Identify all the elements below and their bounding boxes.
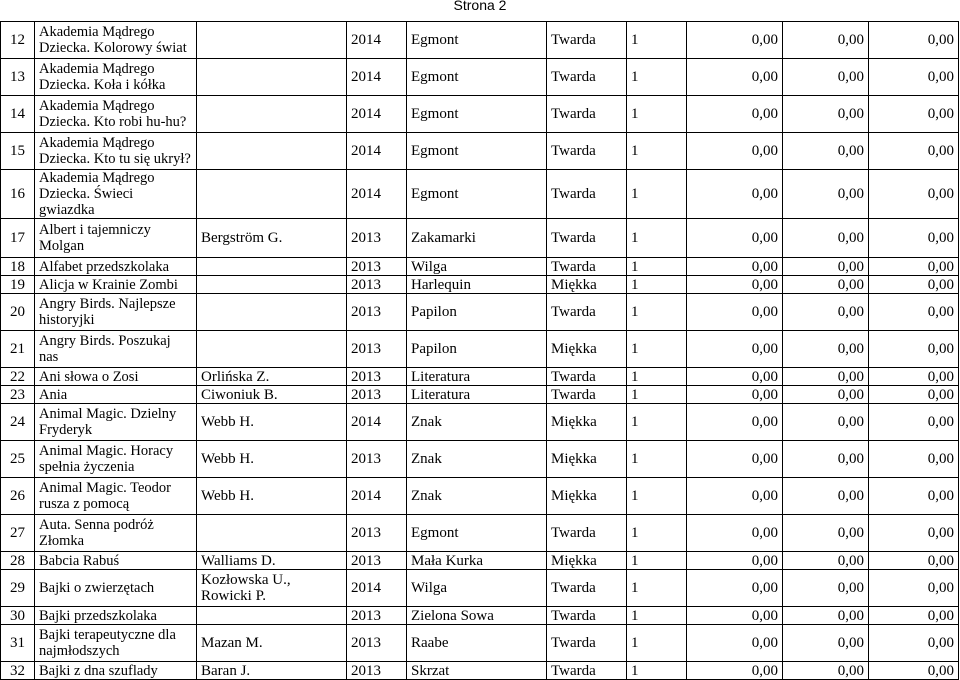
- value-2: 0,00: [783, 96, 869, 133]
- book-quantity: 1: [627, 276, 687, 294]
- book-binding: Twarda: [547, 258, 627, 276]
- book-publisher: Znak: [407, 478, 547, 515]
- book-year: 2013: [347, 368, 407, 386]
- value-2: 0,00: [783, 662, 869, 680]
- book-publisher: Egmont: [407, 59, 547, 96]
- value-2: 0,00: [783, 276, 869, 294]
- value-3: 0,00: [869, 22, 959, 59]
- book-publisher: Egmont: [407, 515, 547, 552]
- book-author: Webb H.: [197, 478, 347, 515]
- book-title: Angry Birds. Najlepsze historyjki: [35, 294, 197, 331]
- book-publisher: Harlequin: [407, 276, 547, 294]
- value-3: 0,00: [869, 219, 959, 258]
- row-number: 13: [1, 59, 35, 96]
- value-3: 0,00: [869, 607, 959, 625]
- value-1: 0,00: [687, 219, 783, 258]
- value-3: 0,00: [869, 368, 959, 386]
- table-row: [1, 570, 959, 607]
- row-number: 30: [1, 607, 35, 625]
- book-title: Albert i tajemniczy Molgan: [35, 219, 197, 258]
- value-1: 0,00: [687, 607, 783, 625]
- value-3: 0,00: [869, 170, 959, 219]
- row-number: 21: [1, 331, 35, 368]
- value-3: 0,00: [869, 96, 959, 133]
- book-title: Animal Magic. Teodor rusza z pomocą: [35, 478, 197, 515]
- row-number: 28: [1, 552, 35, 570]
- book-author: [197, 276, 347, 294]
- book-quantity: 1: [627, 478, 687, 515]
- table-row: [1, 331, 959, 368]
- book-year: 2013: [347, 552, 407, 570]
- book-binding: Twarda: [547, 368, 627, 386]
- book-publisher: Egmont: [407, 170, 547, 219]
- book-year: 2013: [347, 294, 407, 331]
- book-year: 2013: [347, 258, 407, 276]
- table-row: [1, 368, 959, 386]
- value-3: 0,00: [869, 294, 959, 331]
- value-1: 0,00: [687, 59, 783, 96]
- value-1: 0,00: [687, 294, 783, 331]
- value-3: 0,00: [869, 133, 959, 170]
- book-binding: Miękka: [547, 404, 627, 441]
- table-row: [1, 294, 959, 331]
- book-year: 2013: [347, 276, 407, 294]
- book-author: Mazan M.: [197, 625, 347, 662]
- value-2: 0,00: [783, 368, 869, 386]
- table-row: [1, 258, 959, 276]
- table-row: [1, 404, 959, 441]
- table-row: [1, 662, 959, 680]
- book-publisher: Literatura: [407, 386, 547, 404]
- value-2: 0,00: [783, 331, 869, 368]
- value-3: 0,00: [869, 570, 959, 607]
- value-3: 0,00: [869, 386, 959, 404]
- table-row: [1, 276, 959, 294]
- value-2: 0,00: [783, 404, 869, 441]
- book-author: Ciwoniuk B.: [197, 386, 347, 404]
- book-binding: Twarda: [547, 386, 627, 404]
- book-author: [197, 607, 347, 625]
- book-author: Baran J.: [197, 662, 347, 680]
- value-1: 0,00: [687, 170, 783, 219]
- book-year: 2014: [347, 170, 407, 219]
- row-number: 27: [1, 515, 35, 552]
- book-title: Akademia Mądrego Dziecka. Kto robi hu-hu?: [35, 96, 197, 133]
- row-number: 32: [1, 662, 35, 680]
- book-year: 2013: [347, 515, 407, 552]
- value-3: 0,00: [869, 662, 959, 680]
- book-quantity: 1: [627, 59, 687, 96]
- book-binding: Twarda: [547, 625, 627, 662]
- book-year: 2014: [347, 133, 407, 170]
- book-quantity: 1: [627, 386, 687, 404]
- book-title: Akademia Mądrego Dziecka. Koła i kółka: [35, 59, 197, 96]
- book-year: 2014: [347, 478, 407, 515]
- book-year: 2014: [347, 59, 407, 96]
- value-1: 0,00: [687, 404, 783, 441]
- value-2: 0,00: [783, 552, 869, 570]
- book-author: Walliams D.: [197, 552, 347, 570]
- book-binding: Twarda: [547, 607, 627, 625]
- book-author: [197, 170, 347, 219]
- book-author: Kozłowska U., Rowicki P.: [197, 570, 347, 607]
- book-binding: Twarda: [547, 22, 627, 59]
- book-title: Bajki terapeutyczne dla najmłodszych: [35, 625, 197, 662]
- book-year: 2013: [347, 386, 407, 404]
- value-3: 0,00: [869, 478, 959, 515]
- value-1: 0,00: [687, 368, 783, 386]
- book-publisher: Raabe: [407, 625, 547, 662]
- book-quantity: 1: [627, 404, 687, 441]
- book-year: 2013: [347, 662, 407, 680]
- book-title: Akademia Mądrego Dziecka. Kolorowy świat: [35, 22, 197, 59]
- books-table: [0, 21, 959, 680]
- value-1: 0,00: [687, 441, 783, 478]
- book-author: Orlińska Z.: [197, 368, 347, 386]
- value-2: 0,00: [783, 515, 869, 552]
- value-3: 0,00: [869, 441, 959, 478]
- table-row: [1, 96, 959, 133]
- value-2: 0,00: [783, 133, 869, 170]
- value-3: 0,00: [869, 258, 959, 276]
- value-1: 0,00: [687, 478, 783, 515]
- book-title: Animal Magic. Dzielny Fryderyk: [35, 404, 197, 441]
- book-title: Akademia Mądrego Dziecka. Kto tu się ukrył?: [35, 133, 197, 170]
- book-author: [197, 294, 347, 331]
- book-quantity: 1: [627, 441, 687, 478]
- value-3: 0,00: [869, 515, 959, 552]
- book-binding: Twarda: [547, 96, 627, 133]
- value-2: 0,00: [783, 22, 869, 59]
- row-number: 14: [1, 96, 35, 133]
- table-row: [1, 552, 959, 570]
- book-publisher: Wilga: [407, 570, 547, 607]
- book-publisher: Zielona Sowa: [407, 607, 547, 625]
- book-quantity: 1: [627, 552, 687, 570]
- book-title: Babcia Rabuś: [35, 552, 197, 570]
- book-binding: Twarda: [547, 219, 627, 258]
- book-binding: Miękka: [547, 552, 627, 570]
- book-quantity: 1: [627, 570, 687, 607]
- value-2: 0,00: [783, 170, 869, 219]
- table-row: [1, 22, 959, 59]
- table-row: [1, 386, 959, 404]
- value-2: 0,00: [783, 441, 869, 478]
- table-row: [1, 133, 959, 170]
- row-number: 18: [1, 258, 35, 276]
- book-title: Bajki z dna szuflady: [35, 662, 197, 680]
- book-publisher: Znak: [407, 404, 547, 441]
- book-author: Webb H.: [197, 404, 347, 441]
- book-quantity: 1: [627, 294, 687, 331]
- book-publisher: Skrzat: [407, 662, 547, 680]
- book-year: 2014: [347, 22, 407, 59]
- book-quantity: 1: [627, 662, 687, 680]
- book-title: Akademia Mądrego Dziecka. Świeci gwiazdka: [35, 170, 197, 219]
- book-title: Animal Magic. Horacy spełnia życzenia: [35, 441, 197, 478]
- book-quantity: 1: [627, 258, 687, 276]
- book-publisher: Wilga: [407, 258, 547, 276]
- book-publisher: Egmont: [407, 96, 547, 133]
- value-2: 0,00: [783, 59, 869, 96]
- book-publisher: Egmont: [407, 22, 547, 59]
- row-number: 24: [1, 404, 35, 441]
- value-1: 0,00: [687, 96, 783, 133]
- book-quantity: 1: [627, 515, 687, 552]
- book-binding: Miękka: [547, 478, 627, 515]
- book-binding: Twarda: [547, 515, 627, 552]
- table-row: [1, 59, 959, 96]
- table-row: [1, 625, 959, 662]
- book-author: [197, 515, 347, 552]
- table-row: [1, 515, 959, 552]
- book-title: Bajki przedszkolaka: [35, 607, 197, 625]
- value-2: 0,00: [783, 625, 869, 662]
- value-1: 0,00: [687, 515, 783, 552]
- book-author: Webb H.: [197, 441, 347, 478]
- book-year: 2013: [347, 625, 407, 662]
- book-quantity: 1: [627, 96, 687, 133]
- value-2: 0,00: [783, 258, 869, 276]
- book-title: Angry Birds. Poszukaj nas: [35, 331, 197, 368]
- book-quantity: 1: [627, 331, 687, 368]
- book-title: Alicja w Krainie Zombi: [35, 276, 197, 294]
- book-publisher: Papilon: [407, 331, 547, 368]
- table-row: [1, 441, 959, 478]
- value-3: 0,00: [869, 331, 959, 368]
- value-1: 0,00: [687, 331, 783, 368]
- value-1: 0,00: [687, 662, 783, 680]
- book-year: 2014: [347, 570, 407, 607]
- value-1: 0,00: [687, 133, 783, 170]
- book-binding: Miękka: [547, 276, 627, 294]
- book-author: Bergström G.: [197, 219, 347, 258]
- book-binding: Twarda: [547, 662, 627, 680]
- book-binding: Twarda: [547, 59, 627, 96]
- row-number: 29: [1, 570, 35, 607]
- book-year: 2013: [347, 219, 407, 258]
- book-quantity: 1: [627, 607, 687, 625]
- book-year: 2014: [347, 96, 407, 133]
- book-publisher: Zakamarki: [407, 219, 547, 258]
- book-title: Bajki o zwierzętach: [35, 570, 197, 607]
- value-2: 0,00: [783, 478, 869, 515]
- value-1: 0,00: [687, 22, 783, 59]
- book-binding: Twarda: [547, 133, 627, 170]
- row-number: 25: [1, 441, 35, 478]
- value-3: 0,00: [869, 276, 959, 294]
- row-number: 26: [1, 478, 35, 515]
- row-number: 12: [1, 22, 35, 59]
- book-year: 2013: [347, 441, 407, 478]
- row-number: 31: [1, 625, 35, 662]
- value-3: 0,00: [869, 625, 959, 662]
- book-binding: Twarda: [547, 170, 627, 219]
- book-author: [197, 59, 347, 96]
- value-1: 0,00: [687, 386, 783, 404]
- row-number: 23: [1, 386, 35, 404]
- book-year: 2014: [347, 404, 407, 441]
- book-title: Ani słowa o Zosi: [35, 368, 197, 386]
- book-quantity: 1: [627, 133, 687, 170]
- table-row: [1, 478, 959, 515]
- book-quantity: 1: [627, 22, 687, 59]
- table-row: [1, 219, 959, 258]
- row-number: 15: [1, 133, 35, 170]
- value-2: 0,00: [783, 386, 869, 404]
- book-year: 2013: [347, 607, 407, 625]
- row-number: 17: [1, 219, 35, 258]
- value-2: 0,00: [783, 219, 869, 258]
- book-binding: Miękka: [547, 441, 627, 478]
- book-year: 2013: [347, 331, 407, 368]
- book-author: [197, 96, 347, 133]
- book-publisher: Papilon: [407, 294, 547, 331]
- value-3: 0,00: [869, 552, 959, 570]
- book-quantity: 1: [627, 625, 687, 662]
- value-1: 0,00: [687, 258, 783, 276]
- value-1: 0,00: [687, 570, 783, 607]
- value-2: 0,00: [783, 607, 869, 625]
- book-title: Alfabet przedszkolaka: [35, 258, 197, 276]
- value-1: 0,00: [687, 625, 783, 662]
- book-quantity: 1: [627, 170, 687, 219]
- row-number: 19: [1, 276, 35, 294]
- book-author: [197, 331, 347, 368]
- book-publisher: Literatura: [407, 368, 547, 386]
- page-label: Strona 2: [453, 0, 507, 13]
- book-title: Ania: [35, 386, 197, 404]
- row-number: 20: [1, 294, 35, 331]
- book-title: Auta. Senna podróż Złomka: [35, 515, 197, 552]
- book-quantity: 1: [627, 219, 687, 258]
- book-author: [197, 258, 347, 276]
- value-1: 0,00: [687, 552, 783, 570]
- book-publisher: Znak: [407, 441, 547, 478]
- book-author: [197, 133, 347, 170]
- value-2: 0,00: [783, 570, 869, 607]
- book-publisher: Mała Kurka: [407, 552, 547, 570]
- value-3: 0,00: [869, 59, 959, 96]
- table-row: [1, 607, 959, 625]
- book-publisher: Egmont: [407, 133, 547, 170]
- book-binding: Miękka: [547, 331, 627, 368]
- value-1: 0,00: [687, 276, 783, 294]
- book-binding: Twarda: [547, 294, 627, 331]
- book-quantity: 1: [627, 368, 687, 386]
- row-number: 16: [1, 170, 35, 219]
- book-binding: Twarda: [547, 570, 627, 607]
- book-author: [197, 22, 347, 59]
- table-row: [1, 170, 959, 219]
- value-3: 0,00: [869, 404, 959, 441]
- value-2: 0,00: [783, 294, 869, 331]
- row-number: 22: [1, 368, 35, 386]
